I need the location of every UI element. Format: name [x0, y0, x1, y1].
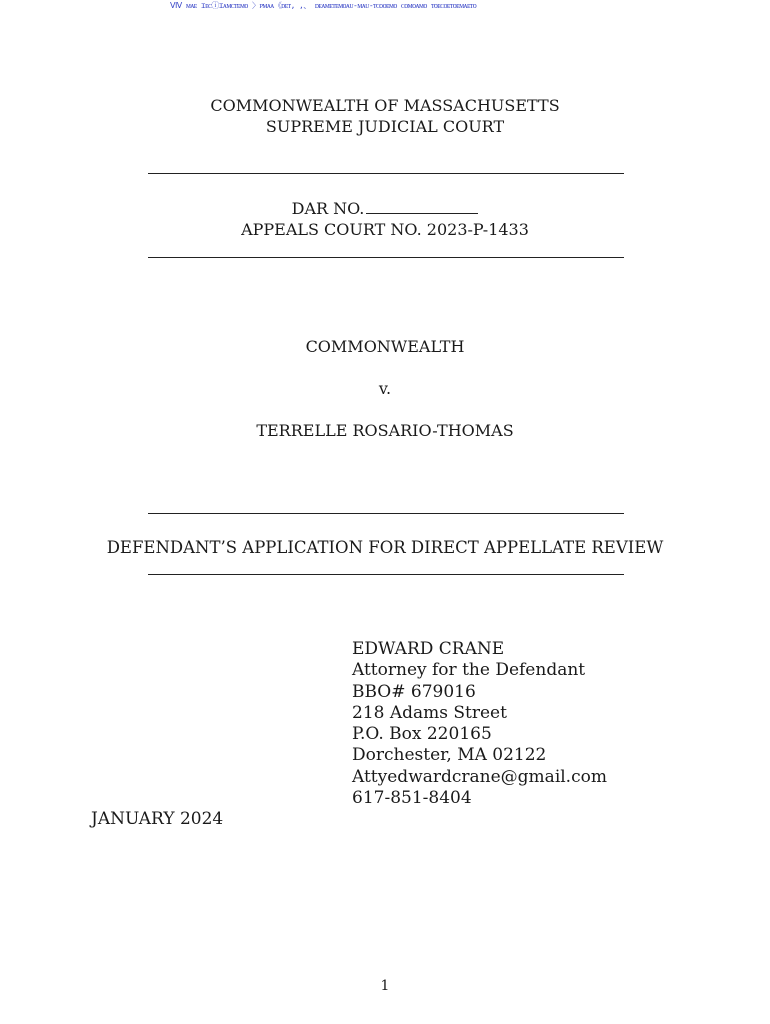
document-title: DEFENDANT’S APPLICATION FOR DIRECT APPELLATE REVIEW — [106, 538, 664, 557]
attorney-signature-block — [352, 639, 607, 809]
divider-rule — [148, 257, 624, 258]
attorney-name: EDWARD CRANE — [352, 639, 505, 659]
filing-header-stamp: ⅥⅤ ᴍᴀᴇ ɪᴇᴄⓘɪᴀᴍᴄᴛᴇᴍᴏ 〉ᴘᴍᴀᴀ《ᴅᴇᴛ, ,、 ᴅᴇᴀᴍᴇᴛᴇᴍᴏᴀᴜ-ᴍᴀᴜ-ᴛᴄᴏᴏᴇᴍᴏ ᴄᴏᴍᴏᴀᴍᴏ ᴛᴏᴇᴄᴏᴇᴛᴏᴇᴍᴀᴇᴛᴏ — [170, 1, 477, 10]
court-name-line2: SUPREME JUDICIAL COURT — [265, 117, 505, 136]
appeals-court-number: APPEALS COURT NO. 2023-P-1433 — [241, 220, 529, 239]
attorney-city: Dorchester, MA 02122 — [352, 745, 547, 766]
attorney-po-box: P.O. Box 220165 — [352, 724, 492, 745]
filing-date: JANUARY 2024 — [91, 809, 224, 829]
dar-number-label: DAR NO. — [291, 199, 365, 218]
attorney-street: 218 Adams Street — [352, 702, 507, 723]
page-number: 1 — [380, 978, 390, 994]
caption-versus: v. — [378, 379, 392, 398]
attorney-phone: 617-851-8404 — [352, 788, 472, 809]
divider-rule — [148, 513, 624, 514]
divider-rule — [148, 574, 624, 575]
caption-defendant: TERRELLE ROSARIO-THOMAS — [256, 421, 514, 440]
attorney-bbo: BBO# 679016 — [352, 681, 476, 702]
caption-plaintiff: COMMONWEALTH — [305, 337, 465, 356]
dar-number-line — [0, 198, 770, 219]
attorney-email: Attyedwardcrane@gmail.com — [352, 766, 607, 787]
attorney-role: Attorney for the Defendant — [352, 660, 586, 681]
court-name-line1: COMMONWEALTH OF MASSACHUSETTS — [210, 96, 560, 115]
divider-rule — [148, 173, 624, 174]
dar-number-blank — [366, 213, 478, 214]
